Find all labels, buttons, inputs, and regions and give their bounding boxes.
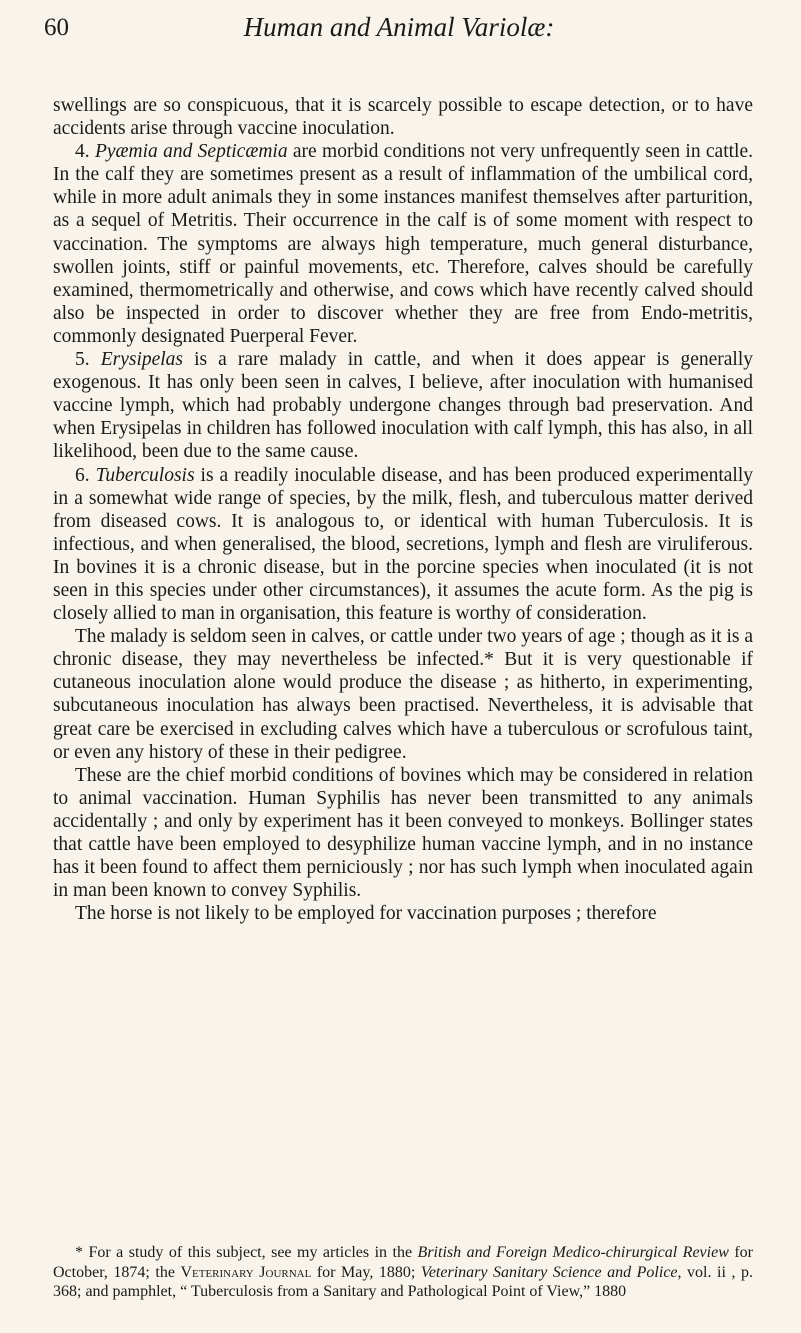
italic-term: Erysipelas bbox=[100, 349, 184, 371]
text-run: are morbid conditions not very unfrequently seen in cattle. In the calf they are sometimes present as a result of inflammation of the umbilical cord, while in more adult animals they in some instances manifest themselves after parturition, as a sequel of Metritis. Their occurrence in the calf is of some moment with respect to vaccination. The symptoms are always high temperature, much general disturbance, swollen joints, stiff or painful movements, etc. Therefore, calves should be carefully examined, thermometrically and otherwise, and cows which have recently calved should also be inspected in order to discover whether they are free from Endo-metritis, commonly designated Puerperal Fever. bbox=[53, 141, 753, 347]
paragraph bbox=[53, 625, 753, 764]
text-run: 6. bbox=[75, 464, 96, 486]
text-run: is a rare malady in cattle, and when it does appear is generally exogenous. It has only been seen in calves, I believe, after inoculation with humanised vaccine lymph, which had probably undergone changes through bad preservation. And when Erysipelas in children has followed inoculation with calf lymph, this has also, in all likelihood, been due to the same cause. bbox=[53, 349, 753, 463]
italic-term: Tuberculosis bbox=[95, 464, 195, 486]
text-run: The horse is not likely to be employed for vaccination purposes ; therefore bbox=[75, 903, 657, 925]
paragraph bbox=[53, 764, 753, 903]
text-run: 5. bbox=[75, 349, 101, 371]
footnote bbox=[53, 1243, 753, 1302]
paragraph bbox=[53, 902, 753, 925]
italic-term: Pyæmia and Septicæmia bbox=[94, 141, 288, 163]
page-header bbox=[44, 6, 754, 46]
running-title: Human and Animal Variolæ: bbox=[243, 12, 555, 42]
paragraph-pyaemia bbox=[53, 140, 753, 348]
text-run: The malady is seldom seen in calves, or cattle under two years of age ; though as it is a chronic disease, they may nevertheless be infected.* But it is very questionable if cutaneous inoculation alone would produce the disease ; as hitherto, in experimenting, subcutaneous inoculation has always been practised. Nevertheless, it is advisable that great care be exercised in excluding calves which have a tuberculous or scrofulous taint, or even any history of these in their pedigree. bbox=[53, 626, 753, 763]
text-run: , vol. ii , p. 368; and pamphlet, “ Tuberculosis from a Sanitary and Pathological Point of View,” 1880 bbox=[53, 1263, 753, 1301]
text-run: * For a study of this subject, see my articles in the bbox=[75, 1244, 418, 1261]
text-run: These are the chief morbid conditions of bovines which may be considered in relation to animal vaccination. Human Syphilis has never been transmitted to any animals accidentally ; and only by experiment has it been conveyed to monkeys. Bollinger states that cattle have been employed to desyphilize human vaccine lymph, and in no instance has it been found to affect them perniciously ; nor has such lymph when inoculated again in man been known to convey Syphilis. bbox=[53, 764, 753, 902]
italic-term: British and Foreign Medico-chirurgical Review bbox=[417, 1244, 729, 1261]
paragraph-erysipelas bbox=[53, 348, 753, 463]
text-run: swellings are so conspicuous, that it is scarcely possible to escape detection, or to have accidents arise through vaccine inoculation. bbox=[53, 95, 753, 140]
paragraph-tuberculosis bbox=[53, 464, 753, 626]
text-run: is a readily inoculable disease, and has been produced experimentally in a somewhat wide range of species, by the milk, flesh, and tuberculous matter derived from diseased cows. It is analogous to, or identical with human Tuberculosis. It is infectious, and when generalised, the blood, secretions, lymph and flesh are viruliferous. In bovines it is a chronic disease, but in the porcine species when inoculated (it is not seen in this species under other circumstances), it assumes the acute form. As the pig is closely allied to man in organisation, this feature is worthy of consideration. bbox=[53, 464, 754, 625]
body-text bbox=[53, 94, 753, 925]
text-run: 4. bbox=[75, 141, 95, 163]
text-run: for May, 1880; bbox=[311, 1263, 421, 1281]
text-run: for October, 1874; the bbox=[53, 1244, 754, 1281]
smallcaps-term: Veterinary Journal bbox=[180, 1263, 312, 1281]
page-number: 60 bbox=[44, 14, 69, 41]
paragraph bbox=[53, 94, 753, 140]
italic-term: Veterinary Sanitary Science and Police bbox=[420, 1263, 678, 1281]
